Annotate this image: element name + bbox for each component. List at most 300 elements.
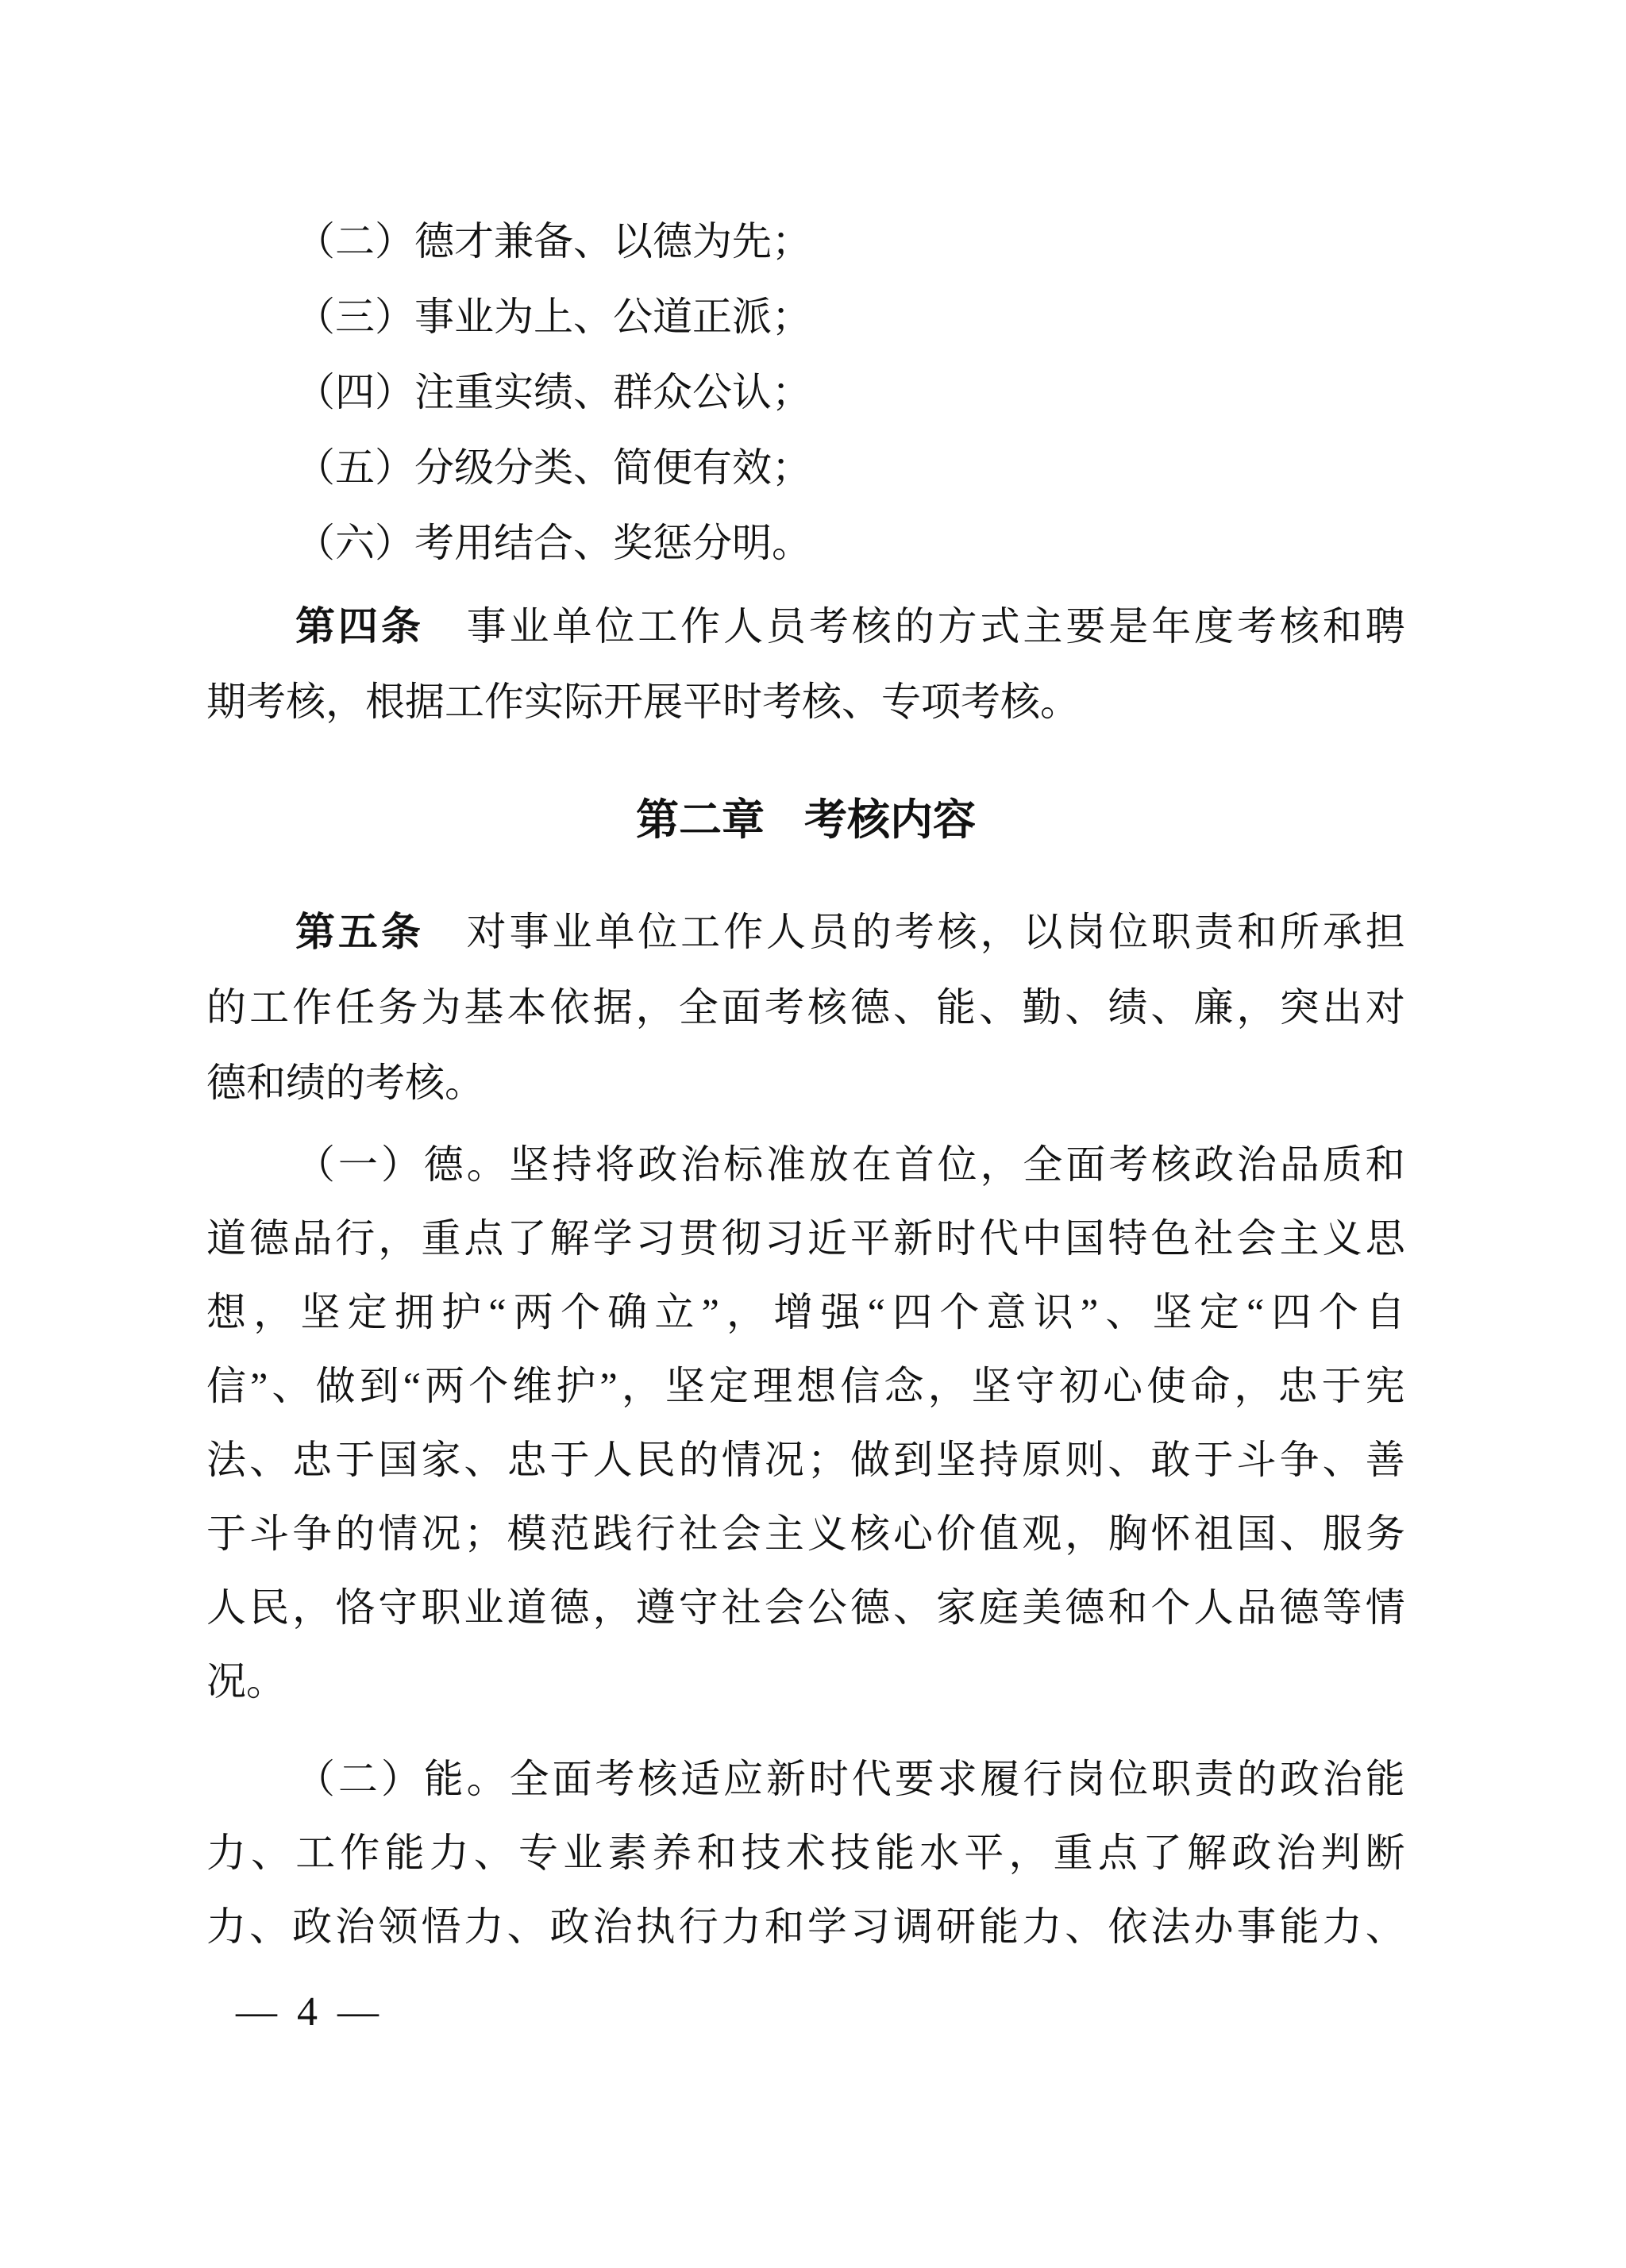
glyph: ）: [380, 1142, 421, 1187]
glyph: 一: [337, 1142, 378, 1187]
glyph: 将: [595, 1142, 635, 1187]
glyph: 能: [1279, 1904, 1320, 1949]
glyph: 初: [1058, 1364, 1099, 1408]
glyph: 和: [1108, 1585, 1148, 1630]
glyph: ；: [772, 295, 811, 339]
glyph: 第: [295, 604, 335, 649]
glyph: 民: [635, 1438, 676, 1482]
glyph: 群: [613, 370, 653, 414]
glyph: 德: [206, 1061, 246, 1105]
glyph: 依: [549, 985, 590, 1030]
glyph: ；: [807, 1438, 847, 1482]
glyph: 四: [892, 1290, 933, 1334]
glyph: 二: [337, 1757, 378, 1801]
glyph: ”: [599, 1364, 618, 1408]
glyph: 、: [573, 370, 613, 414]
text-line: [206, 204, 1405, 279]
glyph: 绩: [534, 370, 573, 414]
page-number-label: — 4 —: [236, 1989, 383, 2035]
glyph: 和: [696, 1831, 737, 1875]
glyph: 家: [936, 1585, 977, 1630]
glyph: 则: [1065, 1438, 1105, 1482]
glyph: 德: [414, 219, 454, 264]
glyph: 品: [1279, 1142, 1320, 1187]
glyph: 护: [556, 1364, 596, 1408]
text-line: [206, 1128, 1405, 1202]
glyph: 解: [1187, 1831, 1227, 1875]
glyph: 领: [378, 1904, 418, 1949]
glyph: 式: [980, 604, 1020, 649]
glyph: 简: [613, 445, 653, 490]
glyph: 习: [850, 1904, 890, 1949]
glyph: 力: [1322, 1904, 1362, 1949]
glyph: 斗: [1236, 1438, 1277, 1482]
glyph: 遵: [635, 1585, 676, 1630]
glyph: 原: [1022, 1438, 1062, 1482]
glyph: 悟: [421, 1904, 461, 1949]
item-1-de: [206, 1128, 1405, 1719]
glyph: 四: [335, 370, 375, 414]
article-5: [206, 895, 1405, 1121]
glyph: 考: [804, 796, 847, 844]
glyph: 应: [723, 1757, 764, 1801]
glyph: 认: [732, 370, 772, 414]
glyph: 力: [464, 1904, 504, 1949]
glyph: 为: [421, 985, 461, 1030]
glyph: 、: [979, 985, 1019, 1030]
glyph: 所: [1279, 910, 1320, 954]
glyph: 服: [1322, 1511, 1362, 1556]
glyph: 五: [337, 910, 378, 954]
glyph: 两: [425, 1364, 465, 1408]
glyph: 在: [851, 1142, 892, 1187]
glyph: 能: [423, 1757, 464, 1801]
glyph: “: [867, 1290, 885, 1334]
principles-list: [206, 204, 1405, 581]
glyph: 据: [405, 680, 445, 724]
glyph: 正: [692, 295, 732, 339]
glyph: 模: [507, 1511, 547, 1556]
glyph: 坚: [300, 1290, 341, 1334]
glyph: 人: [1193, 1585, 1234, 1630]
glyph: 道: [653, 295, 692, 339]
glyph: 结: [494, 521, 534, 565]
glyph: 绩: [286, 1061, 326, 1105]
glyph: 条: [380, 604, 421, 649]
glyph: 的: [851, 910, 892, 954]
glyph: ；: [772, 219, 811, 264]
glyph: 职: [1151, 1757, 1192, 1801]
glyph: 人: [592, 1438, 633, 1482]
glyph: 等: [1322, 1585, 1362, 1630]
glyph: 分: [692, 521, 732, 565]
glyph: 德: [423, 1142, 464, 1187]
glyph: 忠: [1277, 1364, 1318, 1408]
glyph: 重: [454, 370, 494, 414]
glyph: 理: [753, 1364, 793, 1408]
glyph: 用: [454, 521, 494, 565]
glyph: 基: [464, 985, 504, 1030]
glyph: 做: [315, 1364, 356, 1408]
glyph: 面: [552, 1757, 592, 1801]
glyph: 善: [1365, 1438, 1405, 1482]
glyph: ”: [701, 1290, 719, 1334]
glyph: 员: [765, 604, 806, 649]
glyph: 准: [765, 1142, 806, 1187]
glyph: 做: [850, 1438, 890, 1482]
glyph: 能: [384, 1831, 425, 1875]
glyph: 个: [468, 1364, 509, 1408]
glyph: 出: [1322, 985, 1362, 1030]
glyph: 德: [850, 985, 890, 1030]
glyph: 忠: [507, 1438, 547, 1482]
glyph: 要: [1065, 604, 1106, 649]
glyph: ，: [980, 910, 1020, 954]
glyph: （: [295, 1142, 335, 1187]
glyph: 。: [445, 1061, 484, 1105]
glyph: 聘: [1365, 604, 1405, 649]
glyph: 作: [680, 604, 721, 649]
glyph: 承: [1322, 910, 1362, 954]
glyph: 人: [723, 604, 764, 649]
glyph: 力: [206, 1904, 246, 1949]
glyph: 务: [1365, 1511, 1405, 1556]
glyph: 持: [979, 1438, 1019, 1482]
glyph: 治: [1276, 1831, 1316, 1875]
glyph: 和: [1365, 1142, 1405, 1187]
glyph: 强: [820, 1290, 861, 1334]
glyph: 情: [378, 1511, 418, 1556]
glyph: 开: [603, 680, 643, 724]
glyph: 内: [890, 796, 933, 844]
glyph: ）: [375, 521, 414, 565]
glyph: 贯: [678, 1216, 719, 1261]
glyph: 到: [359, 1364, 399, 1408]
glyph: 彻: [721, 1216, 761, 1261]
glyph: 务: [378, 985, 418, 1030]
glyph: 效: [732, 445, 772, 490]
glyph: 新: [765, 1757, 806, 1801]
glyph: 实: [524, 680, 564, 724]
glyph: 政: [1194, 1142, 1235, 1187]
text-line: [206, 1045, 1405, 1121]
glyph: 两: [513, 1290, 553, 1334]
glyph: ，: [927, 1364, 968, 1408]
glyph: 工: [249, 985, 290, 1030]
glyph: 行: [1023, 1757, 1063, 1801]
glyph: 容: [933, 796, 976, 844]
glyph: 于: [206, 1511, 246, 1556]
glyph: 、: [249, 1438, 290, 1482]
glyph: 义: [1322, 1216, 1362, 1261]
glyph: 依: [1108, 1904, 1148, 1949]
glyph: 新: [893, 1216, 933, 1261]
glyph: 判: [1320, 1831, 1361, 1875]
glyph: 代: [979, 1216, 1019, 1261]
glyph: 况: [206, 1659, 246, 1704]
glyph: 考: [414, 521, 454, 565]
glyph: ；: [464, 1511, 504, 1556]
glyph: 德: [1065, 1585, 1105, 1630]
glyph: ）: [375, 370, 414, 414]
glyph: 平: [683, 680, 722, 724]
glyph: ；: [772, 445, 811, 490]
glyph: 岗: [1065, 910, 1106, 954]
glyph: 对: [466, 910, 507, 954]
glyph: 作: [484, 680, 524, 724]
glyph: 中: [1022, 1216, 1062, 1261]
glyph: 家: [421, 1438, 461, 1482]
glyph: 、: [1279, 1511, 1320, 1556]
article-4: [206, 589, 1405, 740]
glyph: 政: [549, 1904, 590, 1949]
glyph: 、: [1108, 1438, 1148, 1482]
glyph: 全: [1023, 1142, 1063, 1187]
glyph: 使: [1146, 1364, 1187, 1408]
glyph: 展: [643, 680, 683, 724]
glyph: 勤: [1022, 985, 1062, 1030]
glyph: 代: [851, 1757, 892, 1801]
glyph: 合: [534, 521, 573, 565]
glyph: 拥: [394, 1290, 434, 1334]
glyph: 全: [509, 1757, 549, 1801]
glyph: 治: [1322, 1757, 1362, 1801]
glyph: 核: [847, 796, 890, 844]
glyph: 坚: [1152, 1290, 1193, 1334]
glyph: 。: [466, 1757, 507, 1801]
glyph: 解: [549, 1216, 590, 1261]
glyph: 、: [893, 1585, 933, 1630]
glyph: 工: [680, 910, 721, 954]
glyph: 责: [1194, 910, 1235, 954]
glyph: 了: [1142, 1831, 1182, 1875]
glyph: 德: [653, 219, 692, 264]
glyph: 、: [1322, 1438, 1362, 1482]
glyph: ，: [592, 1585, 633, 1630]
glyph: 平: [850, 1216, 890, 1261]
glyph: 事: [466, 604, 507, 649]
glyph: ，: [1065, 1511, 1105, 1556]
glyph: 、: [464, 1438, 504, 1482]
glyph: 核: [1000, 680, 1040, 724]
glyph: 识: [1033, 1290, 1073, 1334]
glyph: 核: [405, 1061, 445, 1105]
glyph: 单: [595, 910, 635, 954]
glyph: 守: [378, 1585, 418, 1630]
glyph: 、: [507, 1904, 547, 1949]
glyph: 核: [1279, 604, 1320, 649]
glyph: 章: [722, 796, 765, 844]
glyph: 近: [807, 1216, 847, 1261]
glyph: 能: [875, 1831, 915, 1875]
glyph: 本: [507, 985, 547, 1030]
glyph: 际: [564, 680, 603, 724]
glyph: 范: [549, 1511, 590, 1556]
glyph: ”: [1080, 1290, 1099, 1334]
glyph: 考: [595, 1757, 635, 1801]
glyph: 派: [732, 295, 772, 339]
glyph: 为: [692, 219, 732, 264]
text-line: [206, 1645, 1405, 1719]
glyph: “: [403, 1364, 421, 1408]
glyph: 了: [507, 1216, 547, 1261]
glyph: 业: [552, 910, 592, 954]
glyph: 执: [635, 1904, 676, 1949]
glyph: 平: [964, 1831, 1004, 1875]
text-line: [206, 506, 1405, 581]
glyph: 先: [732, 219, 772, 264]
glyph: 时: [936, 1216, 977, 1261]
glyph: 义: [807, 1511, 847, 1556]
glyph: 四: [1271, 1290, 1312, 1334]
glyph: 核: [638, 1757, 678, 1801]
glyph: 面: [1065, 1142, 1106, 1187]
glyph: 六: [335, 521, 375, 565]
glyph: 治: [335, 1904, 376, 1949]
glyph: 习: [764, 1216, 804, 1261]
glyph: 突: [1279, 985, 1320, 1030]
glyph: 责: [1194, 1757, 1235, 1801]
glyph: 护: [441, 1290, 482, 1334]
glyph: 重: [421, 1216, 461, 1261]
glyph: 度: [1194, 604, 1235, 649]
glyph: 国: [1236, 1511, 1277, 1556]
glyph: 、: [573, 219, 613, 264]
glyph: 敢: [1150, 1438, 1191, 1482]
glyph: 研: [936, 1904, 977, 1949]
glyph: 庭: [979, 1585, 1019, 1630]
glyph: （: [295, 370, 335, 414]
glyph: 品: [292, 1216, 333, 1261]
glyph: 心: [893, 1511, 933, 1556]
glyph: 个: [939, 1290, 980, 1334]
glyph: 点: [1097, 1831, 1138, 1875]
text-line: [206, 664, 1405, 740]
glyph: 根: [365, 680, 405, 724]
glyph: 定: [347, 1290, 387, 1334]
glyph: 行: [635, 1511, 676, 1556]
glyph: 情: [721, 1438, 761, 1482]
glyph: 对: [1365, 985, 1405, 1030]
glyph: 二: [335, 219, 375, 264]
glyph: 业: [563, 1831, 603, 1875]
glyph: 社: [721, 1585, 761, 1630]
glyph: 法: [1150, 1904, 1191, 1949]
glyph: ，: [726, 1290, 767, 1334]
glyph: 和: [1322, 604, 1362, 649]
glyph: 核: [851, 604, 892, 649]
glyph: 核: [1151, 1142, 1192, 1187]
glyph: 考: [894, 910, 934, 954]
glyph: 德: [249, 1216, 290, 1261]
text-line: [206, 1571, 1405, 1645]
glyph: 位: [937, 1142, 977, 1187]
glyph: 、: [1105, 1290, 1146, 1334]
glyph: 便: [653, 445, 692, 490]
text-line: [206, 1742, 1405, 1816]
glyph: 廉: [1193, 985, 1234, 1030]
glyph: 级: [454, 445, 494, 490]
glyph: “: [488, 1290, 507, 1334]
glyph: 任: [335, 985, 376, 1030]
glyph: 忠: [292, 1438, 333, 1482]
glyph: 要: [894, 1757, 934, 1801]
glyph: 标: [723, 1142, 764, 1187]
glyph: 会: [764, 1585, 804, 1630]
glyph: 坚: [665, 1364, 705, 1408]
glyph: 守: [1015, 1364, 1055, 1408]
glyph: 国: [378, 1438, 418, 1482]
text-line: [206, 355, 1405, 430]
glyph: 的: [678, 1438, 719, 1482]
glyph: ”: [250, 1364, 268, 1408]
glyph: 能: [936, 985, 977, 1030]
glyph: 、: [251, 1831, 291, 1875]
glyph: ，: [980, 1142, 1020, 1187]
glyph: 价: [936, 1511, 977, 1556]
glyph: 考: [365, 1061, 405, 1105]
glyph: 行: [678, 1904, 719, 1949]
glyph: 时: [808, 1757, 849, 1801]
glyph: 注: [414, 370, 454, 414]
glyph: 确: [607, 1290, 648, 1334]
glyph: 以: [613, 219, 653, 264]
glyph: 情: [1365, 1585, 1405, 1630]
glyph: 考: [764, 985, 804, 1030]
glyph: 宪: [1365, 1364, 1405, 1408]
glyph: 履: [980, 1757, 1020, 1801]
glyph: 和: [1236, 910, 1277, 954]
glyph: 面: [721, 985, 761, 1030]
glyph: 力: [1022, 1904, 1062, 1949]
glyph: 调: [893, 1904, 933, 1949]
text-line: [206, 1350, 1405, 1423]
glyph: 事: [1236, 1904, 1277, 1949]
glyph: 方: [937, 604, 977, 649]
glyph: 作: [292, 985, 333, 1030]
glyph: 事: [414, 295, 454, 339]
glyph: 求: [937, 1757, 977, 1801]
glyph: 五: [335, 445, 375, 490]
glyph: 、: [893, 985, 933, 1030]
glyph: 想: [206, 1290, 246, 1334]
glyph: 心: [1103, 1364, 1143, 1408]
glyph: 政: [1231, 1831, 1272, 1875]
glyph: 主: [1279, 1216, 1320, 1261]
glyph: 专: [881, 680, 921, 724]
glyph: 个: [1318, 1290, 1358, 1334]
glyph: 绩: [1108, 985, 1148, 1030]
text-line: [206, 589, 1405, 664]
glyph: 定: [1199, 1290, 1239, 1334]
glyph: 全: [678, 985, 719, 1030]
glyph: 水: [919, 1831, 960, 1875]
glyph: 惩: [653, 521, 692, 565]
glyph: 担: [1365, 910, 1405, 954]
glyph: 质: [1322, 1142, 1362, 1187]
glyph: 、: [842, 680, 881, 724]
text-line: [206, 782, 1405, 859]
glyph: 能: [1365, 1757, 1405, 1801]
glyph: 德: [549, 1585, 590, 1630]
glyph: 法: [206, 1438, 246, 1482]
glyph: ，: [378, 1216, 418, 1261]
glyph: 社: [678, 1511, 719, 1556]
glyph: 单: [552, 604, 592, 649]
glyph: 位: [1108, 910, 1149, 954]
glyph: 为: [494, 295, 534, 339]
glyph: 政: [638, 1142, 678, 1187]
